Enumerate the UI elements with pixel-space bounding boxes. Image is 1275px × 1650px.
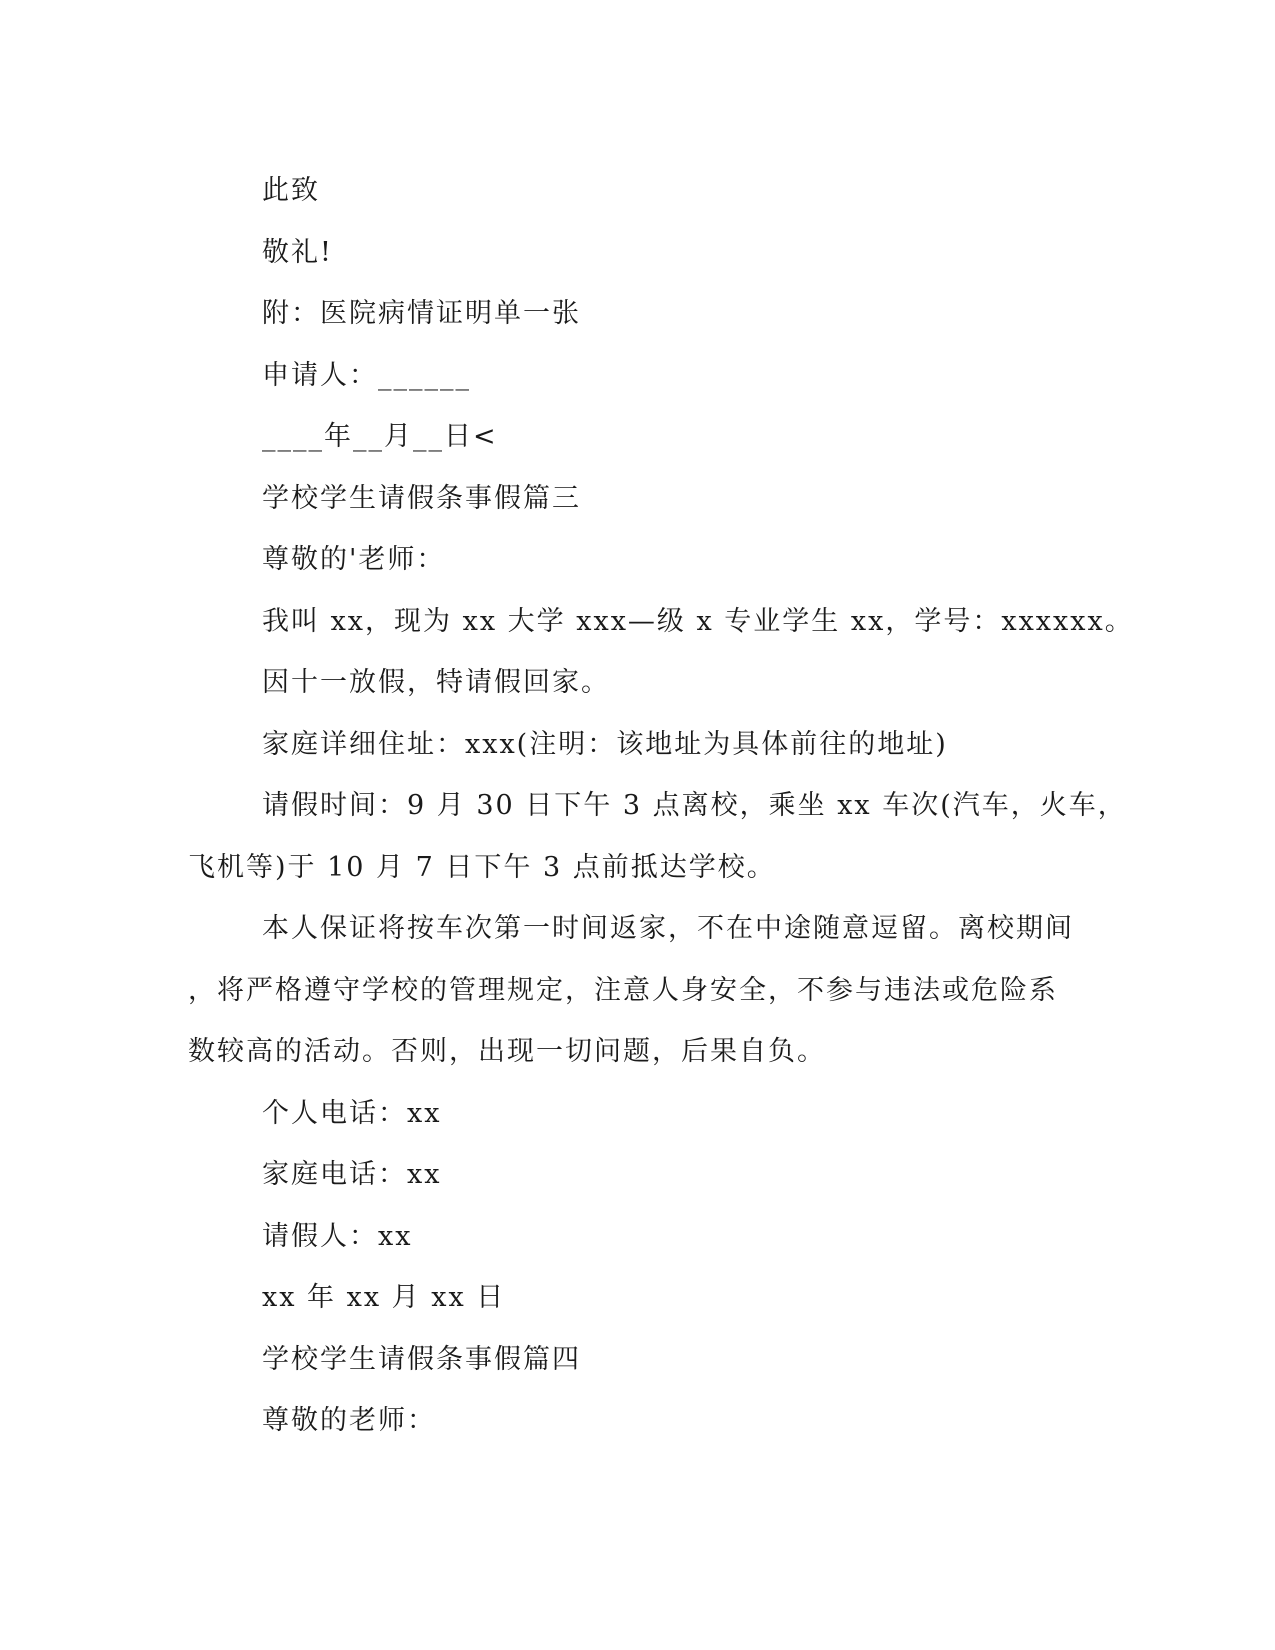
requester-line: 请假人：xx <box>262 1220 413 1252</box>
greeting-line: 尊敬的'老师： <box>262 544 446 575</box>
address-line: 家庭详细住址：xxx(注明：该地址为具体前往的地址) <box>262 728 948 760</box>
section-heading-4: 学校学生请假条事假篇四 <box>262 1343 581 1375</box>
guarantee-line-cont-2: 数较高的活动。否则，出现一切问题，后果自负。 <box>188 1036 826 1067</box>
date-line: xx 年 xx 月 xx 日 <box>262 1282 506 1313</box>
section-heading-3: 学校学生请假条事假篇三 <box>262 482 581 514</box>
guarantee-line: 本人保证将按车次第一时间返家，不在中途随意逗留。离校期间 <box>262 913 1074 944</box>
guarantee-line-cont-1: ，将严格遵守学校的管理规定，注意人身安全，不参与违法或危险系 <box>188 974 1058 1006</box>
applicant-line: 申请人：______ <box>262 359 471 391</box>
date-blank-line: ____年__月__日< <box>262 421 498 452</box>
personal-phone-line: 个人电话：xx <box>262 1097 442 1129</box>
document-body <box>188 160 1134 1452</box>
salutation-line: 敬礼! <box>262 236 333 268</box>
intro-line: 我叫 xx，现为 xx 大学 xxx—级 x 专业学生 xx，学号：xxxxxx。 <box>262 605 1134 637</box>
leave-time-line: 请假时间：9 月 30 日下午 3 点离校，乘坐 xx 车次(汽车，火车， <box>262 790 1127 821</box>
closing-line: 此致 <box>262 175 320 206</box>
leave-time-line-cont: 飞机等)于 10 月 7 日下午 3 点前抵达学校。 <box>188 851 776 883</box>
greeting-line-2: 尊敬的老师： <box>262 1405 436 1436</box>
attachment-line: 附：医院病情证明单一张 <box>262 298 581 329</box>
home-phone-line: 家庭电话：xx <box>262 1159 442 1190</box>
reason-line: 因十一放假，特请假回家。 <box>262 667 610 698</box>
